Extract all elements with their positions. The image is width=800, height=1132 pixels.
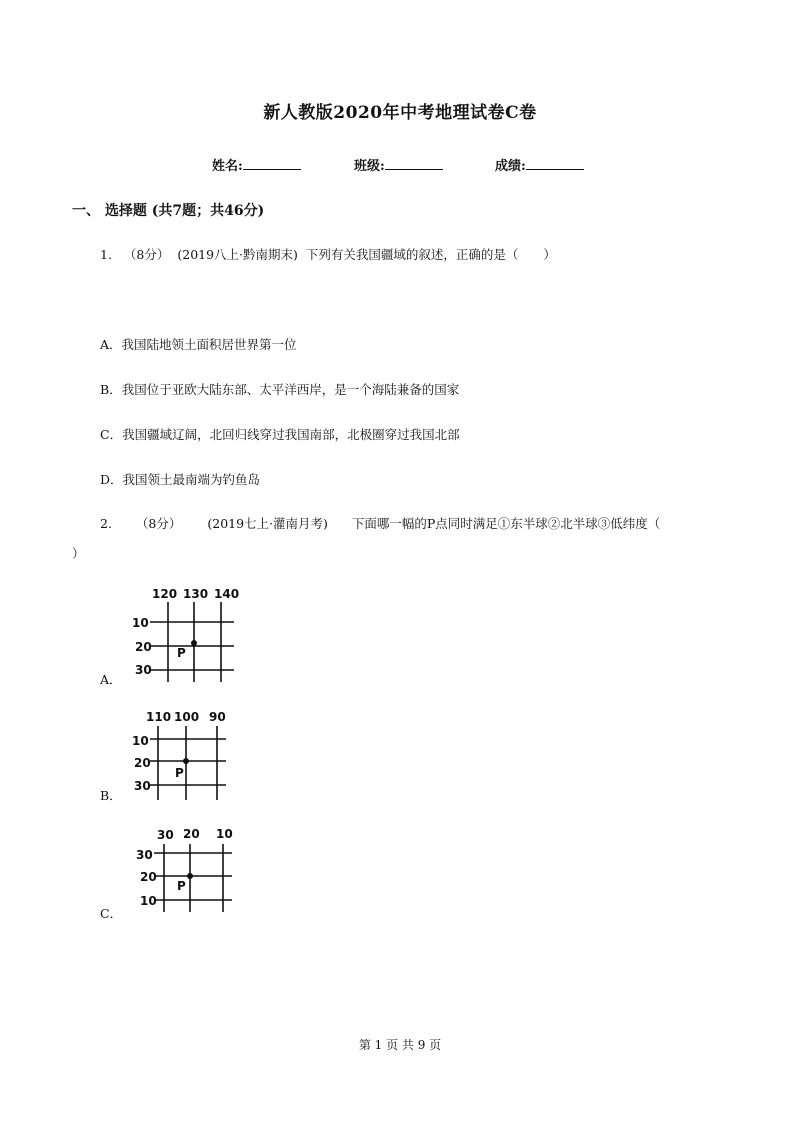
side-label: 10 (140, 894, 157, 908)
side-label: 30 (134, 779, 151, 793)
option-label: B． (100, 382, 122, 397)
name-field (212, 155, 301, 174)
question-2-stem-end: ） (72, 546, 85, 561)
question-stem: 下列有关我国疆域的叙述，正确的是（ ） (305, 247, 556, 262)
side-label: 10 (132, 616, 149, 630)
top-label: 90 (209, 710, 226, 724)
point-p-dot (191, 640, 197, 646)
top-label: 140 (214, 587, 240, 601)
option-text: 我国领土最南端为钓鱼岛 (122, 472, 261, 487)
point-p-dot (183, 758, 189, 764)
q2-option-b-grid[interactable] (130, 704, 245, 804)
side-label: 30 (135, 663, 152, 677)
class-label: 班级: (354, 159, 385, 174)
side-label: 20 (140, 870, 157, 884)
name-label: 姓名: (212, 159, 243, 174)
question-1 (100, 245, 556, 263)
top-label: 30 (157, 828, 174, 842)
question-number: 2. (100, 516, 112, 531)
question-source: (2019七上·灌南月考) (207, 516, 328, 531)
score-label: 成绩: (495, 159, 526, 174)
point-p-label: P (177, 879, 186, 893)
q2-option-c-label[interactable]: C． (100, 906, 123, 921)
point-p-label: P (175, 766, 184, 780)
question-2 (100, 514, 660, 532)
side-label: 20 (134, 756, 151, 770)
option-text: 我国位于亚欧大陆东部、太平洋西岸，是一个海陆兼备的国家 (121, 382, 460, 397)
side-label: 20 (135, 640, 152, 654)
q1-option-a[interactable] (100, 335, 297, 353)
q1-option-c[interactable] (100, 425, 460, 443)
option-label: D． (100, 472, 123, 487)
q2-option-b-label[interactable]: B． (100, 788, 122, 803)
page-title: 新人教版2020年中考地理试卷C卷 (263, 103, 537, 123)
score-blank[interactable] (526, 157, 584, 170)
q2-option-a-label[interactable]: A． (100, 672, 122, 687)
name-blank[interactable] (243, 157, 301, 170)
top-label: 110 (146, 710, 172, 724)
class-field (354, 155, 443, 174)
class-blank[interactable] (385, 157, 443, 170)
page-footer: 第 1 页 共 9 页 (358, 1038, 442, 1052)
side-label: 10 (132, 734, 149, 748)
option-text: 我国疆域辽阔，北回归线穿过我国南部，北极圈穿过我国北部 (122, 427, 460, 442)
point-p-label: P (177, 646, 186, 660)
question-stem: 下面哪一幅的P点同时满足①东半球②北半球③低纬度（ (351, 516, 661, 531)
option-label: A． (100, 337, 122, 352)
side-label: 30 (136, 848, 153, 862)
q2-option-a-grid[interactable] (130, 584, 245, 684)
top-label: 100 (174, 710, 200, 724)
question-score: （8分） (135, 516, 182, 531)
option-text: 我国陆地领土面积居世界第一位 (121, 337, 297, 352)
option-label: C． (100, 427, 123, 442)
q2-option-c-grid[interactable] (132, 822, 247, 922)
top-label: 20 (183, 827, 200, 841)
point-p-dot (187, 873, 193, 879)
question-score: （8分） (123, 247, 170, 262)
top-label: 10 (216, 827, 233, 841)
top-label: 130 (183, 587, 209, 601)
q1-option-d[interactable] (100, 470, 260, 488)
question-source: (2019八上·黔南期末) (177, 247, 298, 262)
question-number: 1. (100, 247, 112, 262)
score-field (495, 155, 584, 174)
top-label: 120 (152, 587, 178, 601)
q1-option-b[interactable] (100, 380, 459, 398)
section-heading: 一、 选择题 (共7题；共46分) (72, 203, 265, 219)
